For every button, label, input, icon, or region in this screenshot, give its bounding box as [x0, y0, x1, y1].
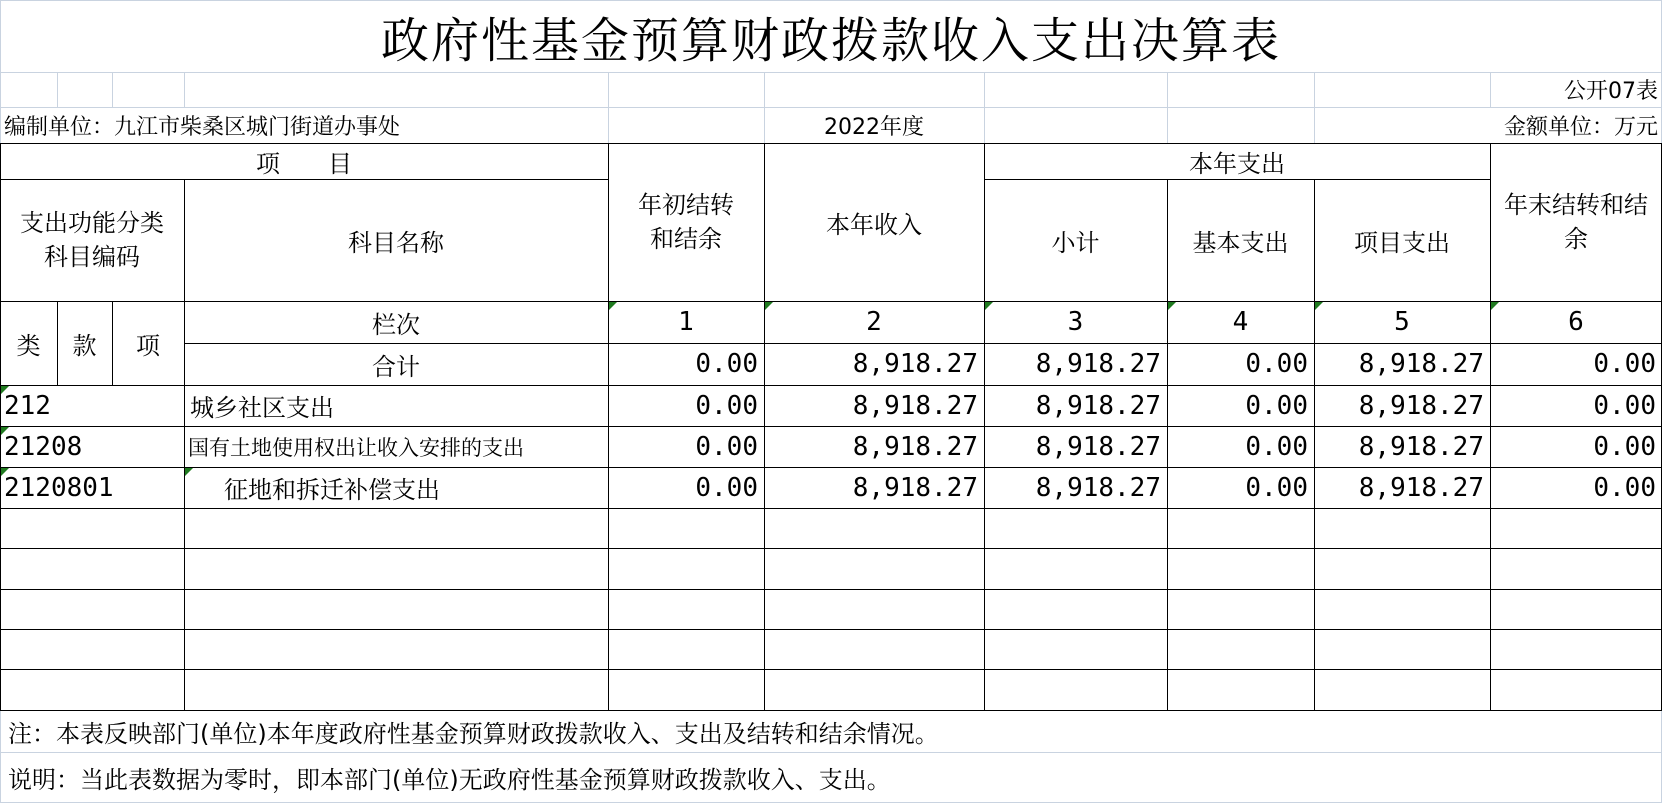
cell-marker-icon [1491, 302, 1499, 310]
org-label: 编制单位：九江市柴桑区城门街道办事处 [4, 114, 401, 140]
row-value: 8,918.27 [1358, 431, 1484, 462]
col-num: 3 [1067, 307, 1084, 337]
table-border [0, 629, 1662, 630]
cell-marker-icon [1168, 302, 1176, 310]
row-value: 0.00 [695, 390, 758, 421]
report-year: 2022年度 [824, 114, 924, 140]
row-value: 8,918.27 [1035, 431, 1161, 462]
header-expense: 本年支出 [1189, 149, 1285, 178]
total-value: 8,918.27 [1358, 349, 1484, 379]
header-income: 本年收入 [826, 210, 922, 239]
row-code: 21208 [4, 431, 83, 462]
table-border [1490, 143, 1491, 710]
total-value: 0.00 [1245, 349, 1308, 379]
unit-label: 金额单位：万元 [1503, 114, 1658, 140]
header-func-code: 支出功能分类科目编码 [20, 209, 164, 271]
header-opening: 年初结转和结余 [638, 191, 734, 253]
row-value: 0.00 [1245, 390, 1308, 421]
table-border [0, 385, 1662, 386]
table-border [984, 143, 985, 710]
row-name: 国有土地使用权出让收入安排的支出 [188, 435, 524, 460]
header-kuan: 款 [72, 331, 97, 360]
cell-marker-icon [985, 302, 993, 310]
header-basic: 基本支出 [1192, 228, 1289, 257]
note-text: 注：本表反映部门(单位)本年度政府性基金预算财政拨款收入、支出及结转和结余情况。 [8, 719, 939, 748]
cell-marker-icon [185, 468, 193, 476]
row-value: 0.00 [1593, 431, 1656, 462]
table-border [0, 710, 1662, 711]
header-closing: 年末结转和结余 [1504, 191, 1648, 253]
page-title: 政府性基金预算财政拨款收入支出决算表 [380, 12, 1281, 69]
col-num: 2 [866, 307, 882, 337]
table-border [1167, 179, 1168, 710]
gridline [184, 72, 185, 107]
row-value: 0.00 [695, 431, 758, 462]
explain-text: 说明：当此表数据为零时，即本部门(单位)无政府性基金预算财政拨款收入、支出。 [8, 766, 891, 794]
header-project: 项目支出 [1354, 228, 1450, 257]
row-value: 0.00 [695, 472, 758, 503]
table-border [184, 343, 1662, 344]
cell-marker-icon [609, 302, 617, 310]
total-value: 8,918.27 [1035, 349, 1161, 379]
col-num: 4 [1232, 307, 1249, 337]
table-border [0, 467, 1662, 468]
row-value: 8,918.27 [852, 390, 978, 421]
row-value: 8,918.27 [852, 472, 978, 503]
header-xiang: 项 [136, 331, 160, 360]
gridline [57, 72, 58, 107]
cell-marker-icon [1, 468, 9, 476]
table-border [112, 301, 113, 385]
total-value: 0.00 [1593, 349, 1656, 379]
table-border [0, 179, 608, 180]
gridline [984, 72, 985, 143]
table-border [984, 179, 1490, 180]
table-border [0, 301, 1662, 302]
row-value: 8,918.27 [1358, 472, 1484, 503]
col-num: 5 [1394, 307, 1410, 337]
cell-marker-icon [1, 427, 9, 435]
row-value: 8,918.27 [1035, 472, 1161, 503]
form-code: 公开07表 [1564, 79, 1658, 104]
header-subtotal: 小计 [1051, 228, 1100, 257]
table-border [608, 143, 609, 710]
total-value: 0.00 [695, 349, 758, 379]
row-value: 8,918.27 [1035, 390, 1161, 421]
cell-marker-icon [1, 386, 9, 394]
gridline [0, 72, 1662, 73]
table-border [0, 426, 1662, 427]
total-label: 合计 [372, 352, 420, 381]
gridline [1167, 72, 1168, 143]
row-code: 212 [4, 390, 51, 421]
total-value: 8,918.27 [852, 349, 978, 379]
table-border [184, 179, 185, 710]
cell-marker-icon [1315, 302, 1323, 310]
row-value: 0.00 [1245, 472, 1308, 503]
table-border [0, 143, 1662, 144]
gridline [112, 72, 113, 107]
row-name: 城乡社区支出 [190, 394, 334, 422]
table-border [0, 508, 1662, 509]
table-border [0, 589, 1662, 590]
row-value: 8,918.27 [1358, 390, 1484, 421]
row-value: 0.00 [1593, 472, 1656, 503]
table-border [0, 548, 1662, 549]
col-num: 6 [1568, 307, 1584, 337]
row-name: 征地和拆迁补偿支出 [224, 476, 440, 504]
table-border [764, 143, 765, 710]
table-border [57, 301, 58, 385]
row-value: 0.00 [1245, 431, 1308, 462]
col-label: 栏次 [372, 310, 420, 339]
row-code: 2120801 [4, 472, 114, 503]
header-lei: 类 [16, 331, 41, 360]
row-value: 8,918.27 [852, 431, 978, 462]
table-border [0, 669, 1662, 670]
row-value: 0.00 [1593, 390, 1656, 421]
col-num: 1 [678, 307, 694, 337]
table-border [1314, 179, 1315, 710]
header-item: 项 目 [256, 149, 352, 178]
header-subject-name: 科目名称 [348, 228, 444, 257]
gridline [608, 72, 609, 143]
cell-marker-icon [765, 302, 773, 310]
